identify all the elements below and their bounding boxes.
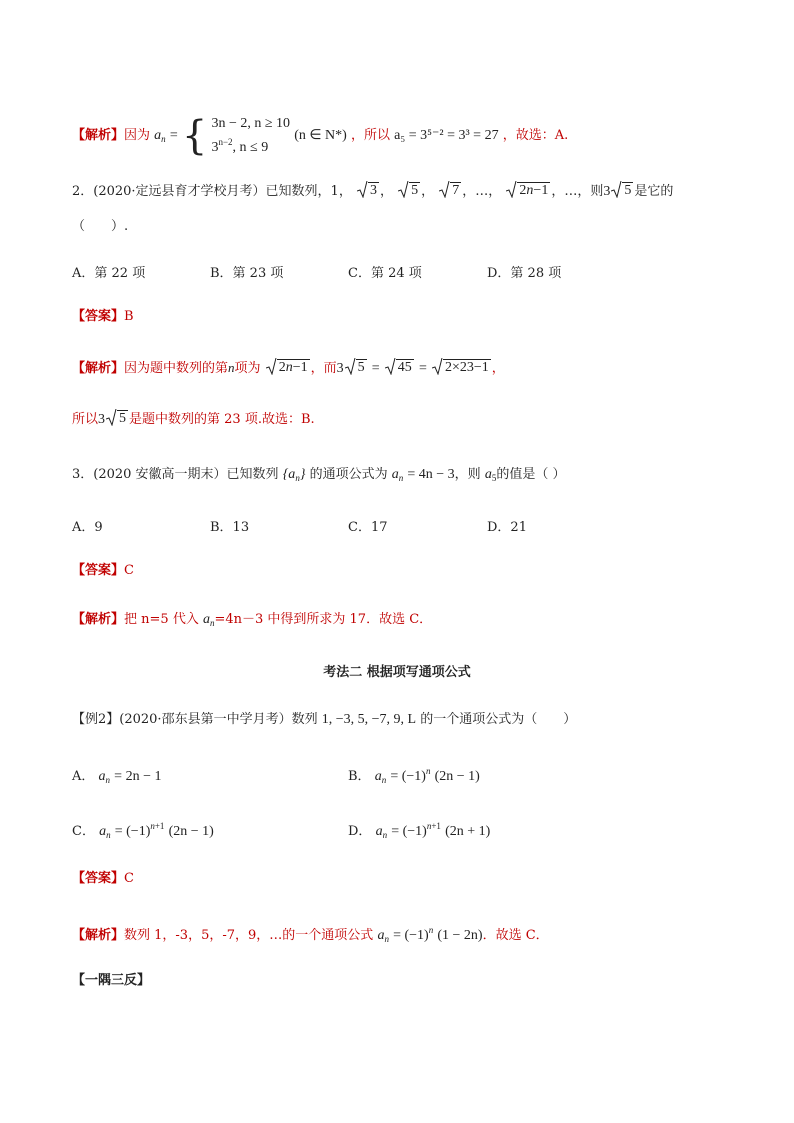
section-title: 考法二 根据项写通项公式 <box>323 665 471 680</box>
sequence: 1, −3, 5, −7, 9, L <box>321 712 417 727</box>
q2-answer: 【答案】B <box>72 309 134 324</box>
ex2-option-c[interactable]: C． $a_n = (-1)^{n+1}$ (2n − 1) <box>72 821 214 840</box>
ex2-explanation: 【解析】数列 1，-3，5，-7，9，…的一个通项公式 $a_n = (-1)^n$ (1 − 2n)．故选 C． <box>72 925 549 944</box>
question-3: 3．(2020 安徽高一期末）已知数列 $\{a_n\}$ 的通项公式为 $a_n = 4n - 3$，则 $a_5$的值是（ ） <box>72 467 566 483</box>
piecewise-cases: 3n − 2, n ≥ 10 $3^{n-2}$, n ≤ 9 <box>211 116 291 155</box>
ex2-answer: 【答案】C <box>72 871 134 886</box>
q3-explanation: 【解析】把 n=5 代入 $a_n=4n-3$ 中得到所求为 17．故选 C． <box>72 612 433 628</box>
analysis-label: 【解析】 <box>72 128 125 143</box>
sqrt-5b: 5 <box>611 181 633 198</box>
sqrt-7: 7 <box>439 181 461 198</box>
q3-option-d[interactable]: D．21 <box>487 520 527 535</box>
practice-heading: 【一隅三反】 <box>72 973 151 988</box>
q2-explanation: 【解析】因为题中数列的第n项为 2n−1 ，而3 5 = 45 = 2×23−1 ， <box>72 360 505 376</box>
sqrt-5: 5 <box>398 181 420 198</box>
q2-explanation-2: 所以3 5 是题中数列的第 23 项.故选：B. <box>72 411 315 427</box>
brace-symbol: { <box>181 112 208 159</box>
q3-answer: 【答案】C <box>72 563 134 578</box>
q2-option-b[interactable]: B．第 23 项 <box>210 266 284 281</box>
example-2: 【例2】(2020·邵东县第一中学月考）数列 1, −3, 5, −7, 9, L 的一个通项公式为（ ） <box>72 712 577 727</box>
q2-option-d[interactable]: D．第 28 项 <box>487 266 562 281</box>
ex2-option-b[interactable]: B． $a_n = (-1)^n$ (2n − 1) <box>348 766 480 785</box>
ex2-option-a[interactable]: A． $a_n = 2n - 1$ <box>72 769 162 785</box>
question-2: 2．(2020·定远县育才学校月考）已知数列，1， 3 ， 5 ， 7 ，…， 2n−1 ，…，则3 5 是它的 <box>72 183 674 199</box>
q3-option-c[interactable]: C．17 <box>348 520 388 535</box>
ex2-option-d[interactable]: D． $a_n = (-1)^{n+1}$ (2n + 1) <box>348 821 491 840</box>
q3-option-b[interactable]: B．13 <box>210 520 250 535</box>
q2-option-a[interactable]: A．第 22 项 <box>72 266 146 281</box>
a-n-symbol: $a_n$ <box>154 128 166 144</box>
q2-option-c[interactable]: C．第 24 项 <box>348 266 422 281</box>
explanation-1: 【解析】因为 $a_n$ = { 3n − 2, n ≥ 10 $3^{n-2}$, n ≤ 9 (n ∈ N*) ，所以 a₅ = 3⁵⁻² = 3³ = 27 ，故选：A. <box>72 112 569 159</box>
domain-cond: (n ∈ N*) <box>294 128 347 143</box>
calc-a5: a₅ = 3⁵⁻² = 3³ = 27 <box>394 128 499 143</box>
q3-option-a[interactable]: A．9 <box>72 520 103 535</box>
sqrt-2n-1: 2n−1 <box>506 181 550 198</box>
question-2-paren: （ ）. <box>72 219 129 234</box>
sqrt-3: 3 <box>357 181 379 198</box>
